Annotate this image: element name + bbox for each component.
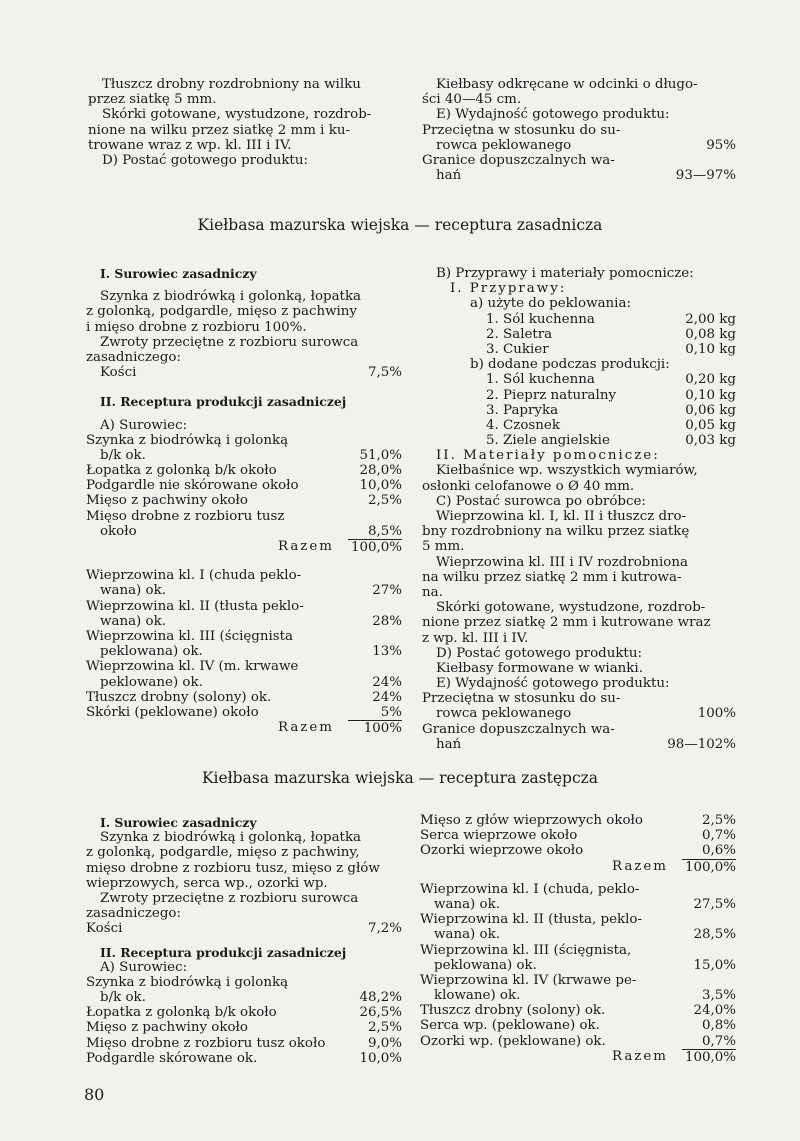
row-label: Podgardle nie skórowane około — [86, 478, 299, 494]
ingredient-row — [86, 568, 402, 583]
ingredient-row — [86, 644, 402, 659]
text-line: z golonką, podgardle, mięso z pachwiny — [86, 304, 357, 320]
ingredient-row — [420, 828, 736, 843]
row-value: 10,0% — [359, 478, 402, 494]
text-line: z wp. kl. III i IV. — [422, 630, 529, 646]
spice-row — [422, 372, 736, 387]
yield-value: 98—102% — [667, 736, 736, 752]
ingredient-row — [420, 813, 736, 828]
row-value: 0,08 kg — [685, 326, 736, 342]
yield-row — [422, 706, 736, 721]
row-label: Ozorki wieprzowe około — [420, 843, 584, 859]
text-line: zasadniczego: — [86, 906, 181, 922]
row-label: Wieprzowina kl. I (chuda peklo- — [86, 568, 302, 584]
row-value: 0,10 kg — [685, 387, 736, 403]
text-line: Skórki gotowane, wystudzone, rozdrob- — [102, 107, 372, 123]
ingredient-row — [420, 973, 736, 988]
section-title-zastepcza: Kiełbasa mazurska wiejska — receptura zastępcza — [201, 769, 599, 787]
text-line: Kiełbasy formowane w wianki. — [436, 660, 643, 676]
yield-row — [422, 153, 736, 168]
yield-row — [422, 168, 736, 183]
row-label: 3. Papryka — [486, 402, 559, 418]
yield-value: 100% — [697, 706, 736, 722]
text-line: b) dodane podczas produkcji: — [470, 357, 670, 373]
ingredient-row — [420, 927, 736, 942]
text-line: nione przez siatkę 2 mm i kutrowane wraz — [422, 615, 711, 631]
row-value: 7,5% — [367, 365, 402, 381]
row-label: wana) ok. — [100, 583, 166, 599]
row-value: 26,5% — [359, 1005, 402, 1021]
ingredient-row — [86, 659, 402, 674]
row-label: Mięso z pachwiny około — [86, 1020, 248, 1036]
row-label: 5. Ziele angielskie — [486, 433, 610, 449]
spice-row — [422, 388, 736, 403]
row-value: 51,0% — [359, 447, 402, 463]
ingredient-row — [86, 493, 402, 508]
row-label: peklowane) ok. — [100, 674, 203, 690]
section1-left-column — [86, 266, 402, 735]
yield-label: hań — [436, 168, 462, 184]
section-title-zasadnicza: Kiełbasa mazurska wiejska — receptura zasadnicza — [197, 216, 603, 234]
section2-right-column — [420, 813, 736, 1064]
row-label: Mięso drobne z rozbioru tusz około — [86, 1035, 326, 1051]
yield-label: rowca peklowanego — [436, 137, 572, 153]
spice-row — [422, 327, 736, 342]
row-label: około — [100, 523, 137, 539]
row-label: Wieprzowina kl. III (ścięgnista, — [420, 942, 632, 958]
row-label: Wieprzowina kl. IV (krwawe pe- — [420, 972, 637, 988]
row-label: Mięso z pachwiny około — [86, 493, 248, 509]
text-line: Wieprzowina kl. I, kl. II i tłuszcz dro- — [436, 509, 687, 524]
spice-row — [422, 312, 736, 327]
top-left-column — [88, 77, 404, 168]
subheading: I. Surowiec zasadniczy — [100, 815, 257, 830]
text-line: I. Przyprawy: — [450, 281, 567, 297]
row-label: Kości — [100, 365, 137, 381]
row-value: 2,5% — [367, 1020, 402, 1036]
text-line: II. Materiały pomocnicze: — [436, 448, 660, 464]
row-label: Kości — [86, 921, 123, 937]
ingredient-row — [86, 1036, 402, 1051]
yield-row — [422, 737, 736, 752]
row-label: 2. Pieprz naturalny — [486, 387, 617, 403]
section1-right-column — [422, 266, 736, 752]
text-line: Tłuszcz drobny rozdrobniony na wilku — [102, 77, 361, 92]
row-value: 0,20 kg — [685, 372, 736, 388]
text-line: mięso drobne z rozbioru tusz, mięso z głów — [86, 860, 380, 876]
row-value: 2,5% — [701, 813, 736, 828]
ingredient-row — [86, 463, 402, 478]
text-line: wieprzowych, serca wp., ozorki wp. — [86, 875, 328, 891]
row-value: 0,7% — [701, 828, 736, 844]
text-line: Przeciętna w stosunku do su- — [422, 122, 621, 138]
row-label: Wieprzowina kl. II (tłusta, peklo- — [420, 912, 642, 928]
ingredient-row — [86, 1051, 402, 1066]
row-label: Serca wp. (peklowane) ok. — [420, 1018, 600, 1034]
ingredient-row — [86, 599, 402, 614]
text-line: E) Wydajność gotowego produktu: — [436, 107, 670, 123]
total-label: Razem — [277, 720, 334, 736]
text-line: B) Przyprawy i materiały pomocnicze: — [436, 266, 694, 281]
row-value: 10,0% — [359, 1050, 402, 1066]
text-line: D) Postać gotowego produktu: — [436, 645, 642, 661]
spice-row — [422, 418, 736, 433]
row-label: 4. Czosnek — [486, 417, 560, 433]
total-label: Razem — [277, 539, 334, 554]
row-label: Ozorki wp. (peklowane) ok. — [420, 1033, 606, 1049]
total-value: 100,0% — [682, 1049, 736, 1064]
text-line: osłonki celofanowe o Ø 40 mm. — [422, 478, 635, 494]
yield-row — [422, 138, 736, 153]
row-label: 1. Sól kuchenna — [486, 372, 595, 388]
row-value: 5% — [380, 704, 402, 720]
row-label: 1. Sól kuchenna — [486, 311, 595, 327]
row-value: 24% — [372, 689, 402, 705]
subheading: I. Surowiec zasadniczy — [100, 266, 257, 281]
ingredient-row — [86, 690, 402, 705]
text-line: A) Surowiec: — [100, 959, 188, 975]
row-value: 0,8% — [701, 1018, 736, 1034]
text-line: D) Postać gotowego produktu: — [102, 152, 308, 168]
row-label: Podgardle skórowane ok. — [86, 1050, 258, 1066]
text-line: Kiełbasy odkręcane w odcinki o długo- — [436, 77, 698, 92]
yield-label: Granice dopuszczalnych wa- — [422, 721, 615, 737]
text-line: a) użyte do peklowania: — [470, 296, 631, 312]
spice-row — [422, 403, 736, 418]
row-label: Serca wieprzowe około — [420, 828, 578, 844]
text-line: Szynka z biodrówką i golonką, łopatka — [100, 289, 362, 305]
row-label: Wieprzowina kl. II (tłusta peklo- — [86, 598, 304, 614]
row-label: Skórki (peklowane) około — [86, 704, 259, 720]
ingredient-row — [420, 1034, 736, 1049]
row-label: Łopatka z golonką b/k około — [86, 463, 277, 479]
spice-row — [422, 433, 736, 448]
ingredient-row — [86, 614, 402, 629]
ingredient-row — [420, 958, 736, 973]
text-line: Przeciętna w stosunku do su- — [422, 691, 621, 707]
ingredient-row — [86, 629, 402, 644]
text-line: Zwroty przeciętne z rozbioru surowca — [100, 890, 359, 906]
text-line: ści 40—45 cm. — [422, 92, 522, 108]
yield-row — [422, 722, 736, 737]
total-value: 100% — [348, 720, 402, 735]
ingredient-row — [420, 943, 736, 958]
ingredient-row — [86, 990, 402, 1005]
row-label: b/k ok. — [100, 447, 146, 463]
row-value: 24,0% — [693, 1003, 736, 1019]
ingredient-row — [86, 1020, 402, 1035]
row-value: 7,2% — [367, 921, 402, 937]
ingredient-row — [86, 448, 402, 463]
spice-row — [422, 342, 736, 357]
row-label: Wieprzowina kl. III (ścięgnista — [86, 628, 293, 644]
row-label: 2. Saletra — [486, 326, 553, 342]
row-value: 0,10 kg — [685, 341, 736, 357]
row-label: wana) ok. — [434, 896, 500, 912]
total-value: 100,0% — [682, 859, 736, 874]
row-value: 27% — [372, 583, 402, 599]
row-value: 8,5% — [367, 523, 402, 539]
ingredient-row — [86, 975, 402, 990]
row-value: 0,03 kg — [685, 433, 736, 449]
text-line: na. — [422, 584, 443, 600]
ingredient-row — [420, 843, 736, 858]
row-value: 28% — [372, 613, 402, 629]
row-value: 13% — [372, 644, 402, 660]
subheading: II. Receptura produkcji zasadniczej — [100, 944, 347, 960]
row-value: 27,5% — [693, 896, 736, 912]
total-row — [86, 720, 402, 735]
ingredient-row — [420, 1003, 736, 1018]
row-value: 24% — [372, 674, 402, 690]
yield-label: rowca peklowanego — [436, 706, 572, 722]
yield-label: Granice dopuszczalnych wa- — [422, 152, 615, 168]
top-right-column — [422, 77, 736, 183]
yield-value: 93—97% — [675, 168, 736, 184]
row-label: peklowana) ok. — [434, 957, 537, 973]
text-line: Szynka z biodrówką i golonką, łopatka — [100, 830, 362, 846]
ingredient-row — [86, 1005, 402, 1020]
text-line: trowane wraz z wp. kl. III i IV. — [88, 137, 292, 153]
text-line: przez siatkę 5 mm. — [88, 92, 217, 108]
text-line: z golonką, podgardle, mięso z pachwiny, — [86, 845, 360, 861]
row-label: Szynka z biodrówką i golonką — [86, 432, 289, 448]
ingredient-row — [420, 988, 736, 1003]
ingredient-row — [86, 675, 402, 690]
subheading: II. Receptura produkcji zasadniczej — [100, 394, 347, 410]
row-label: Szynka z biodrówką i golonką — [86, 974, 289, 990]
row-label: Wieprzowina kl. I (chuda, peklo- — [420, 881, 640, 897]
total-label: Razem — [611, 858, 668, 874]
row-label: Mięso drobne z rozbioru tusz — [86, 508, 285, 524]
row-label: Łopatka z golonką b/k około — [86, 1005, 277, 1021]
row-value: 28,0% — [359, 463, 402, 479]
ingredient-row — [420, 882, 736, 897]
text-line: E) Wydajność gotowego produktu: — [436, 676, 670, 692]
section2-left-column — [86, 815, 402, 1066]
row-label: Tłuszcz drobny (solony) ok. — [420, 1003, 606, 1019]
total-row — [420, 1049, 736, 1064]
row-label: wana) ok. — [434, 927, 500, 943]
row-label: b/k ok. — [100, 990, 146, 1006]
row-value: 0,05 kg — [685, 417, 736, 433]
text-line: Wieprzowina kl. III i IV rozdrobniona — [436, 554, 688, 570]
row-value: 28,5% — [693, 927, 736, 943]
ingredient-row — [86, 524, 402, 539]
ingredient-row — [86, 509, 402, 524]
ingredient-row — [86, 583, 402, 598]
page-number: 80 — [84, 1085, 105, 1104]
row-label: Wieprzowina kl. IV (m. krwawe — [86, 659, 299, 675]
total-row — [420, 859, 736, 874]
row-label: peklowana) ok. — [100, 644, 203, 660]
yield-value: 95% — [706, 137, 736, 153]
row-value: 48,2% — [359, 990, 402, 1006]
row-value: 15,0% — [693, 957, 736, 973]
ingredient-row — [420, 912, 736, 927]
total-row — [86, 539, 402, 554]
text-line: A) Surowiec: — [100, 417, 188, 433]
text-line: C) Postać surowca po obróbce: — [436, 493, 646, 509]
text-line: 5 mm. — [422, 539, 465, 555]
ingredient-row — [86, 478, 402, 493]
text-line: Skórki gotowane, wystudzone, rozdrob- — [436, 600, 706, 616]
total-label: Razem — [611, 1048, 668, 1064]
row-label: wana) ok. — [100, 613, 166, 629]
text-line: Zwroty przeciętne z rozbioru surowca — [100, 334, 359, 350]
bones-row — [86, 365, 402, 380]
total-value: 100,0% — [348, 539, 402, 554]
row-value: 2,00 kg — [685, 311, 736, 327]
row-value: 3,5% — [701, 988, 736, 1004]
ingredient-row — [86, 705, 402, 720]
row-label: klowane) ok. — [434, 988, 521, 1004]
row-label: Tłuszcz drobny (solony) ok. — [86, 689, 272, 705]
row-value: 9,0% — [367, 1035, 402, 1051]
text-line: na wilku przez siatkę 2 mm i kutrowa- — [422, 569, 682, 585]
row-value: 0,6% — [701, 843, 736, 859]
text-line: bny rozdrobniony na wilku przez siatkę — [422, 524, 690, 540]
row-label: 3. Cukier — [486, 341, 549, 357]
bones-row — [86, 921, 402, 936]
text-line: zasadniczego: — [86, 349, 181, 365]
row-value: 0,06 kg — [685, 402, 736, 418]
row-label: Mięso z głów wieprzowych około — [420, 813, 643, 828]
ingredient-row — [420, 1018, 736, 1033]
row-value: 2,5% — [367, 493, 402, 509]
ingredient-row — [86, 433, 402, 448]
yield-label: hań — [436, 736, 462, 752]
text-line: Kiełbaśnice wp. wszystkich wymiarów, — [436, 463, 698, 479]
row-value: 0,7% — [701, 1033, 736, 1049]
text-line: i mięso drobne z rozbioru 100%. — [86, 319, 307, 335]
text-line: nione na wilku przez siatkę 2 mm i ku- — [88, 122, 350, 138]
ingredient-row — [420, 897, 736, 912]
